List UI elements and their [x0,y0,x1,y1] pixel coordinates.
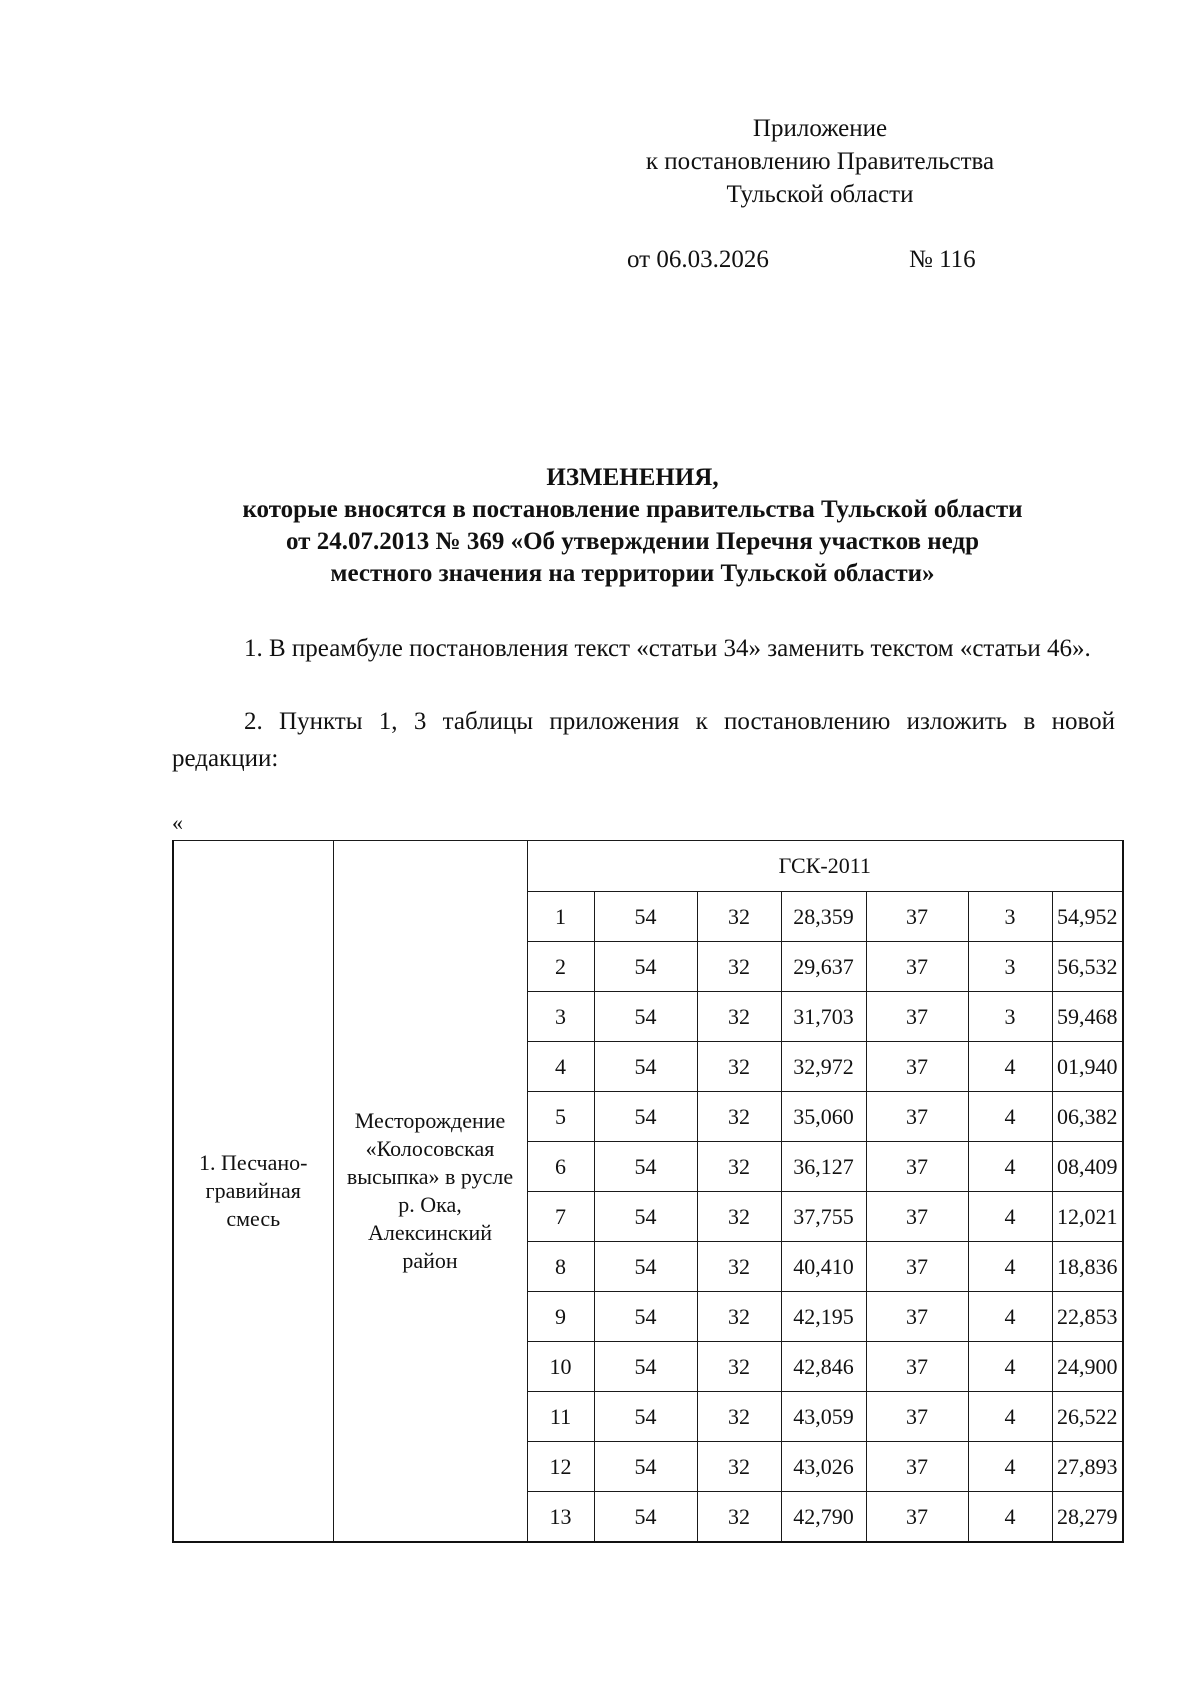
title-line-4: местного значения на территории Тульской области» [330,560,935,587]
deposit-line-2: «Колосовская [365,1136,495,1161]
lon-min-cell: 3 [968,892,1052,942]
mineral-line-2: гравийная [205,1178,301,1203]
lat-deg-cell: 54 [594,1142,697,1192]
lat-min-cell: 32 [697,1042,781,1092]
lon-min-cell: 4 [968,1142,1052,1192]
lat-deg-cell: 54 [594,1442,697,1492]
lat-sec-cell: 40,410 [781,1242,866,1292]
title-line-2: которые вносятся в постановление правительства Тульской области [242,496,1023,523]
point-number-cell: 5 [527,1092,594,1142]
lon-deg-cell: 37 [866,1192,968,1242]
lat-min-cell: 32 [697,1242,781,1292]
lon-deg-cell: 37 [866,942,968,992]
lon-min-cell: 4 [968,1492,1052,1543]
table-header-row [173,841,1123,892]
lon-min-cell: 4 [968,1292,1052,1342]
lat-min-cell: 32 [697,1492,781,1543]
lon-min-cell: 3 [968,992,1052,1042]
coord-system-header: ГСК-2011 [527,841,1123,892]
lon-sec-cell: 28,279 [1052,1492,1123,1543]
lat-deg-cell: 54 [594,1392,697,1442]
deposit-cell [333,841,527,1543]
lon-min-cell: 4 [968,1442,1052,1492]
lon-min-cell: 3 [968,942,1052,992]
lat-sec-cell: 29,637 [781,942,866,992]
lon-deg-cell: 37 [866,1042,968,1092]
lon-sec-cell: 06,382 [1052,1092,1123,1142]
lat-deg-cell: 54 [594,1092,697,1142]
lon-deg-cell: 37 [866,1392,968,1442]
lat-min-cell: 32 [697,1442,781,1492]
coordinates-table [172,840,1124,1543]
lat-deg-cell: 54 [594,1242,697,1292]
lon-deg-cell: 37 [866,992,968,1042]
appendix-line-3: Тульской области [726,181,914,208]
lon-sec-cell: 59,468 [1052,992,1123,1042]
lat-min-cell: 32 [697,892,781,942]
document-title [140,462,1125,590]
lon-deg-cell: 37 [866,1092,968,1142]
lon-deg-cell: 37 [866,1242,968,1292]
lat-sec-cell: 37,755 [781,1192,866,1242]
lat-sec-cell: 35,060 [781,1092,866,1142]
lon-sec-cell: 22,853 [1052,1292,1123,1342]
lon-deg-cell: 37 [866,1492,968,1543]
lat-min-cell: 32 [697,992,781,1042]
lat-min-cell: 32 [697,942,781,992]
decree-number: № 116 [909,246,976,273]
lon-sec-cell: 26,522 [1052,1392,1123,1442]
lon-sec-cell: 12,021 [1052,1192,1123,1242]
decree-date: от 06.03.2026 [627,246,769,273]
lon-deg-cell: 37 [866,1142,968,1192]
lat-deg-cell: 54 [594,942,697,992]
lat-sec-cell: 32,972 [781,1042,866,1092]
paragraph-2: 2. Пункты 1, 3 таблицы приложения к постановлению изложить в новой редакции: [172,708,1115,772]
point-number-cell: 1 [527,892,594,942]
appendix-header [600,112,1040,211]
lon-deg-cell: 37 [866,1442,968,1492]
lon-sec-cell: 01,940 [1052,1042,1123,1092]
lat-min-cell: 32 [697,1392,781,1442]
deposit-line-1: Месторождение [354,1108,506,1133]
lat-sec-cell: 28,359 [781,892,866,942]
deposit-line-3: высыпка» в русле [346,1164,514,1189]
lat-sec-cell: 31,703 [781,992,866,1042]
lat-deg-cell: 54 [594,892,697,942]
lon-sec-cell: 08,409 [1052,1142,1123,1192]
lat-deg-cell: 54 [594,992,697,1042]
title-line-3: от 24.07.2013 № 369 «Об утверждении Перечня участков недр [286,528,979,555]
lat-sec-cell: 42,790 [781,1492,866,1543]
lon-sec-cell: 18,836 [1052,1242,1123,1292]
lon-sec-cell: 24,900 [1052,1342,1123,1392]
lat-sec-cell: 43,059 [781,1392,866,1442]
lat-deg-cell: 54 [594,1492,697,1543]
point-number-cell: 13 [527,1492,594,1543]
deposit-line-5: Алексинский [367,1220,493,1245]
point-number-cell: 3 [527,992,594,1042]
lon-min-cell: 4 [968,1192,1052,1242]
lat-min-cell: 32 [697,1342,781,1392]
lat-deg-cell: 54 [594,1342,697,1392]
opening-quote: « [172,810,183,835]
lon-min-cell: 4 [968,1392,1052,1442]
point-number-cell: 12 [527,1442,594,1492]
lat-deg-cell: 54 [594,1042,697,1092]
point-number-cell: 2 [527,942,594,992]
lon-sec-cell: 54,952 [1052,892,1123,942]
lat-sec-cell: 42,846 [781,1342,866,1392]
point-number-cell: 7 [527,1192,594,1242]
lat-deg-cell: 54 [594,1192,697,1242]
title-line-1: ИЗМЕНЕНИЯ, [546,464,719,491]
point-number-cell: 6 [527,1142,594,1192]
point-number-cell: 8 [527,1242,594,1292]
lat-sec-cell: 42,195 [781,1292,866,1342]
point-number-cell: 9 [527,1292,594,1342]
appendix-line-2: к постановлению Правительства [645,148,995,175]
mineral-line-1: 1. Песчано- [199,1150,308,1175]
lat-min-cell: 32 [697,1142,781,1192]
lat-min-cell: 32 [697,1092,781,1142]
lat-deg-cell: 54 [594,1292,697,1342]
lon-deg-cell: 37 [866,1342,968,1392]
lon-min-cell: 4 [968,1342,1052,1392]
lat-min-cell: 32 [697,1292,781,1342]
appendix-line-1: Приложение [752,115,888,142]
lon-sec-cell: 27,893 [1052,1442,1123,1492]
lon-deg-cell: 37 [866,1292,968,1342]
point-number-cell: 11 [527,1392,594,1442]
lon-sec-cell: 56,532 [1052,942,1123,992]
paragraph-1: 1. В преамбуле постановления текст «статьи 34» заменить текстом «статьи 46». [244,635,1091,662]
mineral-cell [173,841,333,1543]
deposit-line-6: район [402,1248,458,1273]
lat-sec-cell: 36,127 [781,1142,866,1192]
deposit-line-4: р. Ока, [398,1192,462,1217]
point-number-cell: 4 [527,1042,594,1092]
lat-sec-cell: 43,026 [781,1442,866,1492]
lon-min-cell: 4 [968,1242,1052,1292]
lon-deg-cell: 37 [866,892,968,942]
mineral-line-3: смесь [226,1206,281,1231]
point-number-cell: 10 [527,1342,594,1392]
lon-min-cell: 4 [968,1042,1052,1092]
lon-min-cell: 4 [968,1092,1052,1142]
lat-min-cell: 32 [697,1192,781,1242]
